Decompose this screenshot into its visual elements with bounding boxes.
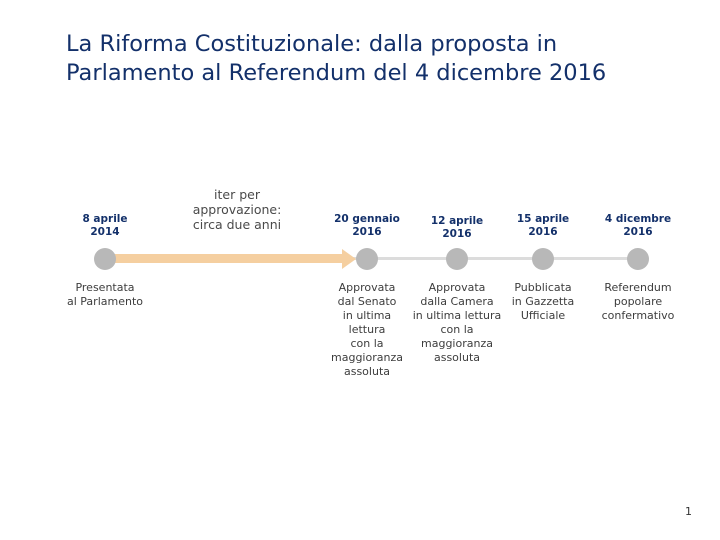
iter-line: circa due anni (192, 217, 282, 232)
page-number: 1 (685, 505, 692, 518)
milestone-description: Presentata al Parlamento (67, 281, 143, 308)
milestone-dot (532, 248, 554, 270)
slide-title: La Riforma Costituzionale: dalla proposta in Parlamento al Referendum del 4 dicembre 2016 (66, 31, 607, 86)
milestone-dot (356, 248, 378, 270)
milestone-date: 8 aprile 2014 (82, 213, 128, 238)
milestone-date: 4 dicembre 2016 (604, 213, 672, 238)
milestone-date: 12 aprile 2016 (430, 215, 484, 240)
milestone-dot (446, 248, 468, 270)
milestone-description: Referendum popolare confermativo (601, 281, 675, 322)
milestone-description: Approvata dal Senato in ultima lettura con la maggioranza assoluta (331, 281, 403, 378)
milestone-dot (94, 248, 116, 270)
milestone-description: Approvata dalla Camera in ultima lettura con la maggioranza assoluta (412, 281, 502, 364)
milestone-date: 15 aprile 2016 (516, 213, 570, 238)
approval-period-arrow-head (342, 249, 356, 269)
milestone-dot (627, 248, 649, 270)
iter-line: approvazione: (192, 202, 282, 217)
iter-line: iter per (214, 187, 260, 202)
milestone-date: 20 gennaio 2016 (334, 213, 400, 238)
iter-duration-label (172, 187, 302, 232)
approval-period-arrow (104, 254, 342, 263)
milestone-description: Pubblicata in Gazzetta Ufficiale (511, 281, 575, 322)
